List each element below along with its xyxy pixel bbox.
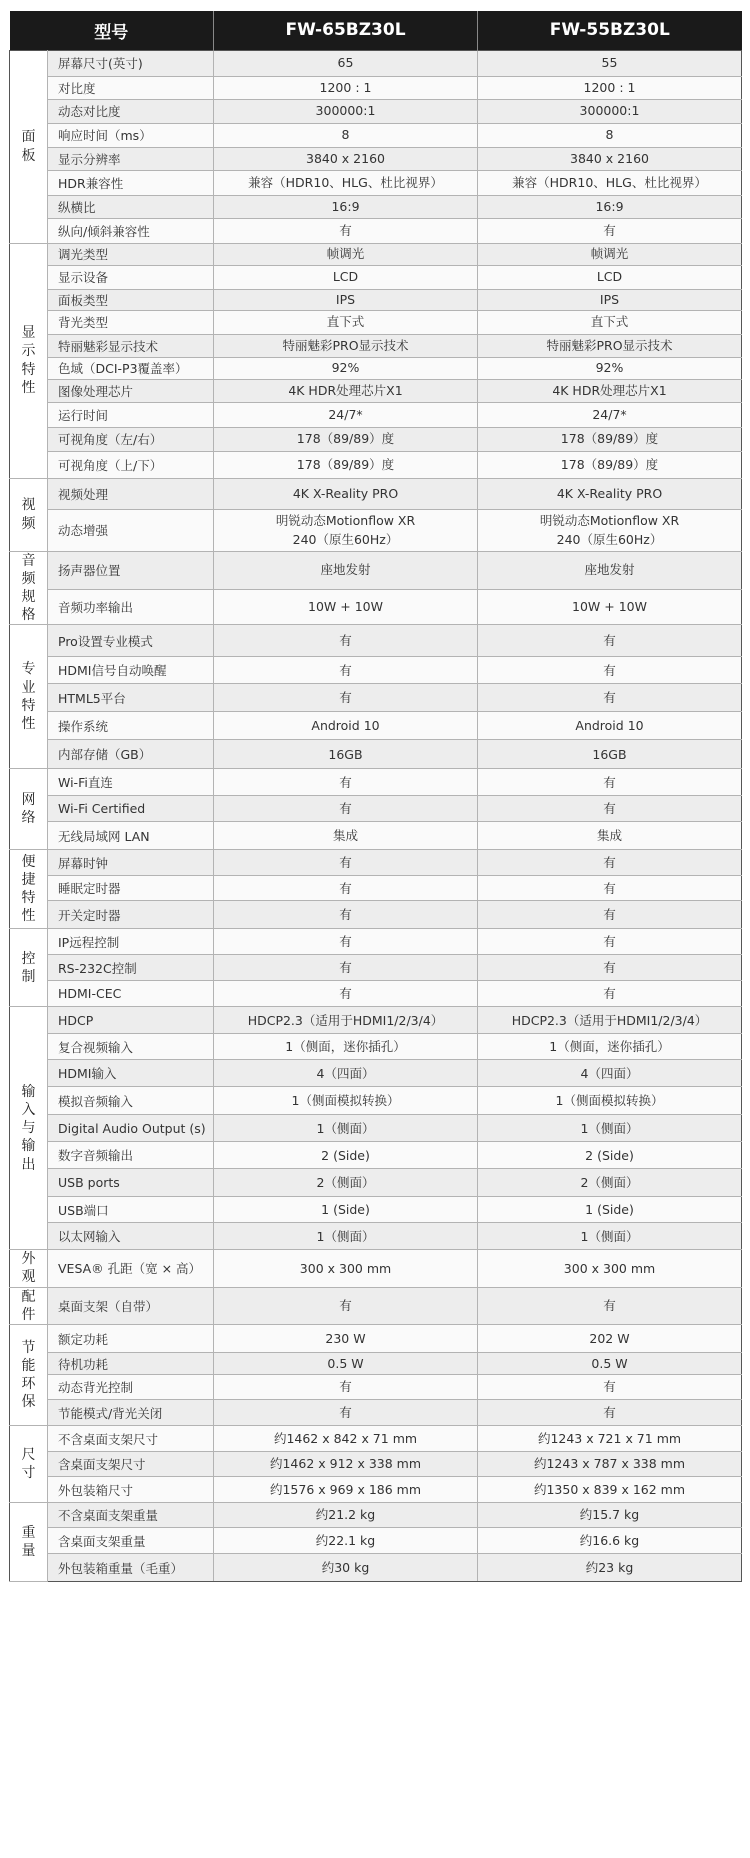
spec-value-model-2: 兼容（HDR10、HLG、杜比视界） xyxy=(478,170,742,195)
table-row xyxy=(10,334,742,357)
spec-value-model-2: 178（89/89）度 xyxy=(478,451,742,478)
spec-label: HTML5平台 xyxy=(48,684,214,712)
table-row xyxy=(10,1250,742,1287)
table-row xyxy=(10,850,742,876)
spec-value-model-2: 1（侧面） xyxy=(478,1223,742,1250)
spec-label: 无线局域网 LAN xyxy=(48,822,214,850)
spec-value-model-2: 有 xyxy=(478,901,742,929)
spec-value-model-2: 300 x 300 mm xyxy=(478,1250,742,1287)
table-row xyxy=(10,379,742,402)
spec-label: 屏幕时钟 xyxy=(48,850,214,876)
category-cell: 专业特性 xyxy=(10,625,48,769)
spec-label: 显示分辨率 xyxy=(48,147,214,170)
spec-label: 调光类型 xyxy=(48,243,214,265)
spec-label: USB端口 xyxy=(48,1197,214,1223)
spec-value-model-1: 2 (Side) xyxy=(214,1142,478,1169)
spec-value-model-1: 230 W xyxy=(214,1325,478,1353)
spec-label: 响应时间（ms） xyxy=(48,123,214,147)
spec-value-model-2: 有 xyxy=(478,981,742,1007)
spec-label: 睡眠定时器 xyxy=(48,876,214,901)
table-row xyxy=(10,402,742,427)
spec-value-model-1: 有 xyxy=(214,876,478,901)
spec-label: Wi-Fi Certified xyxy=(48,796,214,822)
spec-value-model-2: 4K HDR处理芯片X1 xyxy=(478,379,742,402)
category-cell: 控制 xyxy=(10,929,48,1007)
spec-value-model-2: 178（89/89）度 xyxy=(478,427,742,451)
spec-value-model-2: 有 xyxy=(478,796,742,822)
category-cell: 网络 xyxy=(10,769,48,850)
spec-value-model-1: 有 xyxy=(214,929,478,955)
spec-value-model-1: IPS xyxy=(214,289,478,310)
spec-label: 运行时间 xyxy=(48,402,214,427)
spec-value-model-2: 帧调光 xyxy=(478,243,742,265)
spec-value-model-1: 65 xyxy=(214,50,478,76)
spec-value-model-1: 有 xyxy=(214,796,478,822)
spec-value-model-1: 16:9 xyxy=(214,195,478,218)
spec-value-model-1: HDCP2.3（适用于HDMI1/2/3/4） xyxy=(214,1007,478,1034)
spec-value-model-1: 有 xyxy=(214,1375,478,1400)
spec-value-model-1: 有 xyxy=(214,657,478,684)
category-cell: 显示特性 xyxy=(10,243,48,478)
spec-value-model-1: 有 xyxy=(214,955,478,981)
table-row xyxy=(10,123,742,147)
spec-value-model-2: 55 xyxy=(478,50,742,76)
spec-value-model-2: 24/7* xyxy=(478,402,742,427)
spec-value-model-2: 4K X-Reality PRO xyxy=(478,478,742,509)
spec-value-model-2: 2（侧面） xyxy=(478,1169,742,1197)
table-row xyxy=(10,289,742,310)
table-header xyxy=(10,11,742,50)
table-row xyxy=(10,509,742,551)
spec-value-model-2: 有 xyxy=(478,1400,742,1426)
spec-value-model-1: 1（侧面模拟转换） xyxy=(214,1087,478,1115)
spec-label: 动态增强 xyxy=(48,509,214,551)
table-row xyxy=(10,625,742,657)
category-cell: 外观 xyxy=(10,1250,48,1287)
spec-label: 数字音频输出 xyxy=(48,1142,214,1169)
spec-value-model-1: 有 xyxy=(214,218,478,243)
spec-value-model-1: 有 xyxy=(214,1400,478,1426)
table-row xyxy=(10,195,742,218)
spec-label: 音频功率输出 xyxy=(48,589,214,625)
table-row xyxy=(10,1554,742,1582)
table-row xyxy=(10,170,742,195)
spec-value-model-2: Android 10 xyxy=(478,712,742,740)
table-row xyxy=(10,76,742,99)
spec-value-model-2: LCD xyxy=(478,265,742,289)
spec-value-model-1: 4K HDR处理芯片X1 xyxy=(214,379,478,402)
spec-value-model-2: 特丽魅彩PRO显示技术 xyxy=(478,334,742,357)
header-model-label: 型号 xyxy=(10,11,214,50)
table-row xyxy=(10,50,742,76)
spec-label: 显示设备 xyxy=(48,265,214,289)
category-cell: 输入与输出 xyxy=(10,1007,48,1250)
table-row xyxy=(10,740,742,769)
spec-value-model-1: LCD xyxy=(214,265,478,289)
spec-label: HDMI信号自动唤醒 xyxy=(48,657,214,684)
table-row xyxy=(10,876,742,901)
spec-label: IP远程控制 xyxy=(48,929,214,955)
spec-value-model-2: 有 xyxy=(478,625,742,657)
spec-label: 色域（DCI-P3覆盖率） xyxy=(48,357,214,379)
spec-value-model-1: 3840 x 2160 xyxy=(214,147,478,170)
table-row xyxy=(10,1115,742,1142)
table-row xyxy=(10,357,742,379)
header-row xyxy=(10,11,742,50)
spec-value-model-1: 178（89/89）度 xyxy=(214,451,478,478)
spec-value-model-2: 有 xyxy=(478,1375,742,1400)
spec-value-model-2: HDCP2.3（适用于HDMI1/2/3/4） xyxy=(478,1007,742,1034)
spec-label: HDR兼容性 xyxy=(48,170,214,195)
spec-value-model-1: 4K X-Reality PRO xyxy=(214,478,478,509)
spec-value-model-1: 有 xyxy=(214,769,478,796)
spec-value-model-1: 有 xyxy=(214,981,478,1007)
spec-label: 操作系统 xyxy=(48,712,214,740)
table-row xyxy=(10,1400,742,1426)
spec-value-model-2: 16:9 xyxy=(478,195,742,218)
spec-value-model-2: 8 xyxy=(478,123,742,147)
category-cell: 配件 xyxy=(10,1287,48,1324)
spec-label: HDMI-CEC xyxy=(48,981,214,1007)
table-row xyxy=(10,901,742,929)
spec-value-model-1: Android 10 xyxy=(214,712,478,740)
table-row xyxy=(10,1353,742,1375)
table-body xyxy=(10,50,742,1582)
category-cell: 节能环保 xyxy=(10,1325,48,1426)
spec-label: 外包装箱尺寸 xyxy=(48,1477,214,1503)
table-row xyxy=(10,1287,742,1324)
spec-label: 不含桌面支架尺寸 xyxy=(48,1426,214,1452)
spec-value-model-2: 约1350 x 839 x 162 mm xyxy=(478,1477,742,1503)
spec-value-model-1: 直下式 xyxy=(214,310,478,334)
spec-value-model-2: 1（侧面模拟转换） xyxy=(478,1087,742,1115)
category-cell: 面板 xyxy=(10,50,48,243)
spec-value-model-1: 有 xyxy=(214,625,478,657)
spec-label: 内部存储（GB） xyxy=(48,740,214,769)
header-model-1: FW-65BZ30L xyxy=(214,11,478,50)
spec-label: 可视角度（上/下） xyxy=(48,451,214,478)
table-row xyxy=(10,1477,742,1503)
category-cell: 尺寸 xyxy=(10,1426,48,1503)
spec-value-model-2: 有 xyxy=(478,218,742,243)
spec-label: 纵向/倾斜兼容性 xyxy=(48,218,214,243)
spec-label: VESA® 孔距（宽 × 高） xyxy=(48,1250,214,1287)
spec-value-model-1: 1（侧面，迷你插孔） xyxy=(214,1034,478,1060)
spec-value-model-2: 约1243 x 787 x 338 mm xyxy=(478,1452,742,1477)
spec-value-model-2: 2 (Side) xyxy=(478,1142,742,1169)
spec-label: Wi-Fi直连 xyxy=(48,769,214,796)
spec-label: 屏幕尺寸(英寸) xyxy=(48,50,214,76)
spec-value-model-1: 有 xyxy=(214,684,478,712)
spec-value-model-1: 24/7* xyxy=(214,402,478,427)
spec-label: 以太网输入 xyxy=(48,1223,214,1250)
spec-value-model-2: 3840 x 2160 xyxy=(478,147,742,170)
spec-label: 特丽魅彩显示技术 xyxy=(48,334,214,357)
spec-label: 背光类型 xyxy=(48,310,214,334)
spec-label: HDCP xyxy=(48,1007,214,1034)
spec-value-model-1: 帧调光 xyxy=(214,243,478,265)
spec-value-model-1: 约30 kg xyxy=(214,1554,478,1582)
category-cell: 重量 xyxy=(10,1503,48,1582)
table-row xyxy=(10,1060,742,1087)
spec-value-model-1: 2（侧面） xyxy=(214,1169,478,1197)
table-row xyxy=(10,1528,742,1554)
spec-value-model-1: 92% xyxy=(214,357,478,379)
spec-label: 视频处理 xyxy=(48,478,214,509)
table-row xyxy=(10,1325,742,1353)
spec-value-model-1: 约1462 x 912 x 338 mm xyxy=(214,1452,478,1477)
spec-table xyxy=(9,11,742,1582)
table-row xyxy=(10,955,742,981)
table-row xyxy=(10,1087,742,1115)
spec-value-model-2: 92% xyxy=(478,357,742,379)
spec-value-model-2: 约15.7 kg xyxy=(478,1503,742,1528)
table-row xyxy=(10,1503,742,1528)
spec-value-model-2: 有 xyxy=(478,929,742,955)
spec-value-model-2: 0.5 W xyxy=(478,1353,742,1375)
table-row xyxy=(10,684,742,712)
spec-value-model-2: 有 xyxy=(478,684,742,712)
spec-value-model-2: 300000:1 xyxy=(478,99,742,123)
table-row xyxy=(10,310,742,334)
table-row xyxy=(10,1007,742,1034)
table-row xyxy=(10,99,742,123)
spec-value-model-2: 约1243 x 721 x 71 mm xyxy=(478,1426,742,1452)
spec-value-model-1: 1（侧面） xyxy=(214,1223,478,1250)
spec-value-model-2: IPS xyxy=(478,289,742,310)
table-row xyxy=(10,1034,742,1060)
spec-value-model-1: 集成 xyxy=(214,822,478,850)
spec-value-model-2: 有 xyxy=(478,657,742,684)
spec-label: 节能模式/背光关闭 xyxy=(48,1400,214,1426)
table-row xyxy=(10,822,742,850)
table-row xyxy=(10,712,742,740)
spec-value-model-2: 有 xyxy=(478,876,742,901)
table-row xyxy=(10,1426,742,1452)
spec-value-model-2: 座地发射 xyxy=(478,551,742,589)
table-row xyxy=(10,796,742,822)
spec-label: 复合视频输入 xyxy=(48,1034,214,1060)
spec-label: 扬声器位置 xyxy=(48,551,214,589)
table-row xyxy=(10,981,742,1007)
table-row xyxy=(10,1375,742,1400)
spec-label: 图像处理芯片 xyxy=(48,379,214,402)
spec-value-model-2: 1（侧面） xyxy=(478,1115,742,1142)
table-row xyxy=(10,243,742,265)
spec-value-model-2: 集成 xyxy=(478,822,742,850)
spec-label: 开关定时器 xyxy=(48,901,214,929)
table-row xyxy=(10,1197,742,1223)
spec-value-model-1: 有 xyxy=(214,901,478,929)
spec-label: RS-232C控制 xyxy=(48,955,214,981)
table-row xyxy=(10,1223,742,1250)
spec-value-model-1: 座地发射 xyxy=(214,551,478,589)
spec-label: 动态对比度 xyxy=(48,99,214,123)
spec-value-model-1: 0.5 W xyxy=(214,1353,478,1375)
table-row xyxy=(10,589,742,625)
table-row xyxy=(10,1452,742,1477)
spec-value-model-2: 有 xyxy=(478,1287,742,1324)
table-row xyxy=(10,929,742,955)
spec-label: 纵横比 xyxy=(48,195,214,218)
spec-value-model-1: 178（89/89）度 xyxy=(214,427,478,451)
table-row xyxy=(10,218,742,243)
spec-value-model-2: 约23 kg xyxy=(478,1554,742,1582)
spec-value-model-1: 约22.1 kg xyxy=(214,1528,478,1554)
spec-value-model-2: 明锐动态Motionflow XR 240（原生60Hz） xyxy=(478,509,742,551)
spec-value-model-1: 1200 : 1 xyxy=(214,76,478,99)
table-row xyxy=(10,451,742,478)
spec-label: USB ports xyxy=(48,1169,214,1197)
spec-label: 面板类型 xyxy=(48,289,214,310)
spec-label: 含桌面支架尺寸 xyxy=(48,1452,214,1477)
table-row xyxy=(10,147,742,170)
table-row xyxy=(10,1142,742,1169)
spec-value-model-2: 1200 : 1 xyxy=(478,76,742,99)
spec-value-model-1: 10W + 10W xyxy=(214,589,478,625)
spec-label: 桌面支架（自带） xyxy=(48,1287,214,1324)
spec-value-model-1: 兼容（HDR10、HLG、杜比视界） xyxy=(214,170,478,195)
spec-value-model-1: 16GB xyxy=(214,740,478,769)
spec-label: 可视角度（左/右） xyxy=(48,427,214,451)
spec-value-model-1: 明锐动态Motionflow XR 240（原生60Hz） xyxy=(214,509,478,551)
header-model-2: FW-55BZ30L xyxy=(478,11,742,50)
spec-value-model-2: 10W + 10W xyxy=(478,589,742,625)
spec-value-model-2: 16GB xyxy=(478,740,742,769)
category-cell: 音频规格 xyxy=(10,551,48,625)
category-cell: 视频 xyxy=(10,478,48,551)
category-cell: 便捷特性 xyxy=(10,850,48,929)
spec-value-model-1: 4（四面） xyxy=(214,1060,478,1087)
spec-value-model-1: 特丽魅彩PRO显示技术 xyxy=(214,334,478,357)
spec-label: 待机功耗 xyxy=(48,1353,214,1375)
spec-label: 不含桌面支架重量 xyxy=(48,1503,214,1528)
spec-label: 含桌面支架重量 xyxy=(48,1528,214,1554)
spec-value-model-2: 有 xyxy=(478,955,742,981)
spec-value-model-2: 4（四面） xyxy=(478,1060,742,1087)
spec-value-model-2: 直下式 xyxy=(478,310,742,334)
table-row xyxy=(10,1169,742,1197)
spec-value-model-2: 约16.6 kg xyxy=(478,1528,742,1554)
table-row xyxy=(10,478,742,509)
spec-label: 外包装箱重量（毛重） xyxy=(48,1554,214,1582)
spec-label: 模拟音频输入 xyxy=(48,1087,214,1115)
spec-value-model-2: 202 W xyxy=(478,1325,742,1353)
spec-label: HDMI输入 xyxy=(48,1060,214,1087)
spec-value-model-1: 有 xyxy=(214,1287,478,1324)
spec-value-model-2: 1（侧面，迷你插孔） xyxy=(478,1034,742,1060)
spec-value-model-1: 约21.2 kg xyxy=(214,1503,478,1528)
spec-value-model-1: 300 x 300 mm xyxy=(214,1250,478,1287)
table-row xyxy=(10,657,742,684)
table-row xyxy=(10,427,742,451)
spec-value-model-2: 有 xyxy=(478,850,742,876)
table-row xyxy=(10,769,742,796)
spec-value-model-1: 1 (Side) xyxy=(214,1197,478,1223)
spec-label: Pro设置专业模式 xyxy=(48,625,214,657)
spec-value-model-1: 约1462 x 842 x 71 mm xyxy=(214,1426,478,1452)
spec-value-model-1: 有 xyxy=(214,850,478,876)
table-row xyxy=(10,265,742,289)
spec-label: 对比度 xyxy=(48,76,214,99)
spec-label: 额定功耗 xyxy=(48,1325,214,1353)
spec-value-model-1: 8 xyxy=(214,123,478,147)
spec-value-model-2: 有 xyxy=(478,769,742,796)
table-row xyxy=(10,551,742,589)
spec-value-model-1: 1（侧面） xyxy=(214,1115,478,1142)
spec-value-model-1: 300000:1 xyxy=(214,99,478,123)
spec-label: Digital Audio Output (s) xyxy=(48,1115,214,1142)
spec-value-model-2: 1 (Side) xyxy=(478,1197,742,1223)
spec-label: 动态背光控制 xyxy=(48,1375,214,1400)
spec-value-model-1: 约1576 x 969 x 186 mm xyxy=(214,1477,478,1503)
spec-sheet xyxy=(9,11,741,1582)
